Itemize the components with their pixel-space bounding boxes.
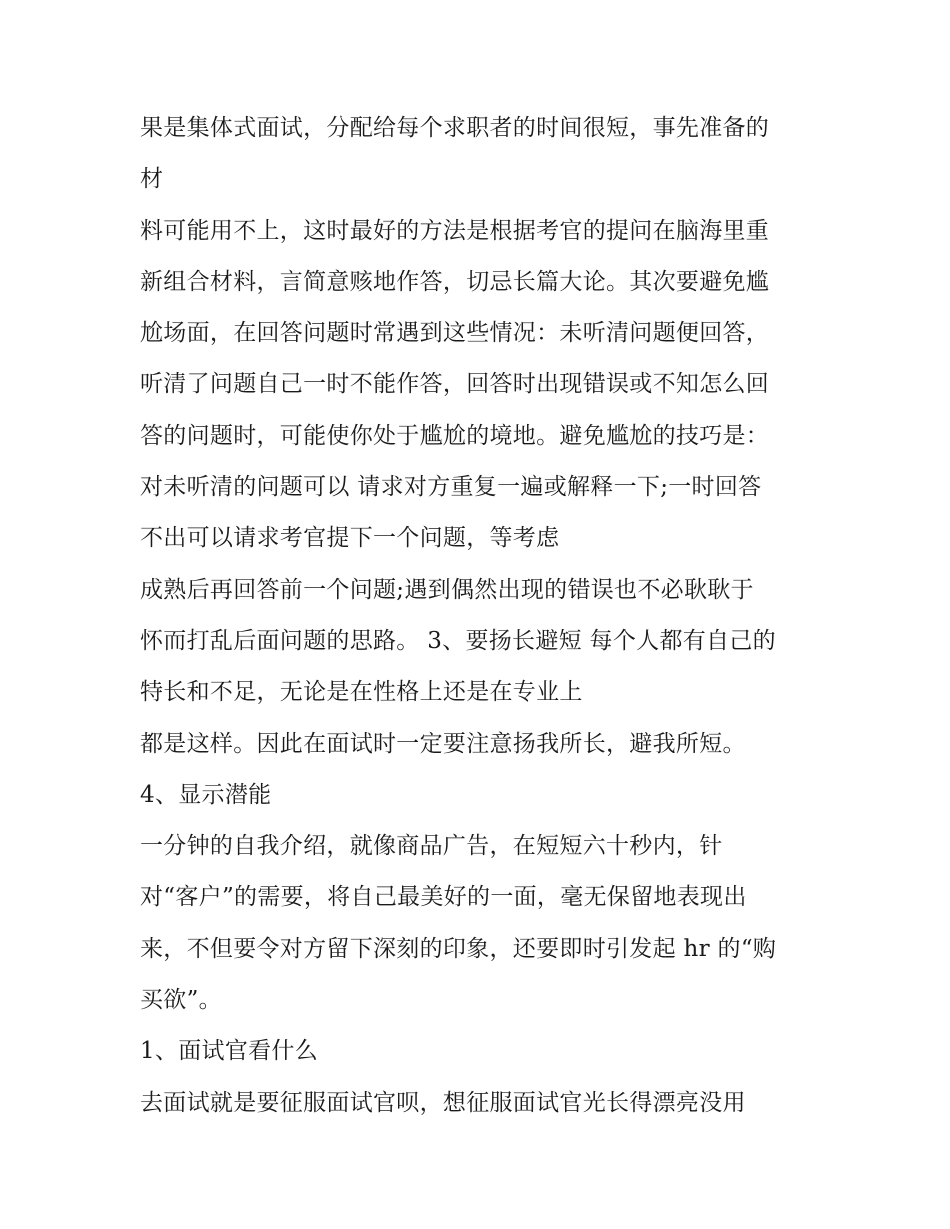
text-line: 听清了问题自己一时不能作答，回答时出现错误或不知怎么回 [140,371,770,398]
text-line: 新组合材料，言简意赅地作答，切忌长篇大论。其次要避免尴 [140,268,770,295]
text-line: 料可能用不上，这时最好的方法是根据考官的提问在脑海里重 [140,217,770,244]
text-line: 去面试就是要征服面试官呗，想征服面试官光长得漂亮没用 [140,1089,746,1116]
text-line: 对未听清的问题可以 请求对方重复一遍或解释一下;一时回答 [140,474,762,501]
text-line: 答的问题时，可能使你处于尴尬的境地。避免尴尬的技巧是： [140,422,770,449]
text-line: 买欲”。 [140,987,222,1014]
text-line: 一分钟的自我介绍，就像商品广告，在短短六十秒内，针 [140,833,723,860]
body-text [140,103,830,1129]
text-line: 尬场面，在回答问题时常遇到这些情况：未听清问题便回答， [140,320,770,347]
text-line: 都是这样。因此在面试时一定要注意扬我所长，避我所短。 [140,730,746,757]
section-heading: 1、面试官看什么 [140,1038,319,1065]
text-line: 特长和不足，无论是在性格上还是在专业上 [140,679,583,706]
section-heading: 4、显示潜能 [140,781,272,808]
text-line: 成熟后再回答前一个问题;遇到偶然出现的错误也不必耿耿于 [140,576,754,603]
text-line: 怀而打乱后面问题的思路。 3、要扬长避短 每个人都有自己的 [140,627,776,654]
text-line: 果是集体式面试，分配给每个求职者的时间很短，事先准备的 [140,115,770,141]
text-line: 对“客户”的需要，将自己最美好的一面，毫无保留地表现出 [140,884,747,911]
text-line: 不出可以请求考官提下一个问题，等考虑 [140,525,560,552]
text-line: 来，不但要令对方留下深刻的印象，还要即时引发起 hr 的“购 [140,935,777,962]
text-line: 材 [140,166,164,193]
